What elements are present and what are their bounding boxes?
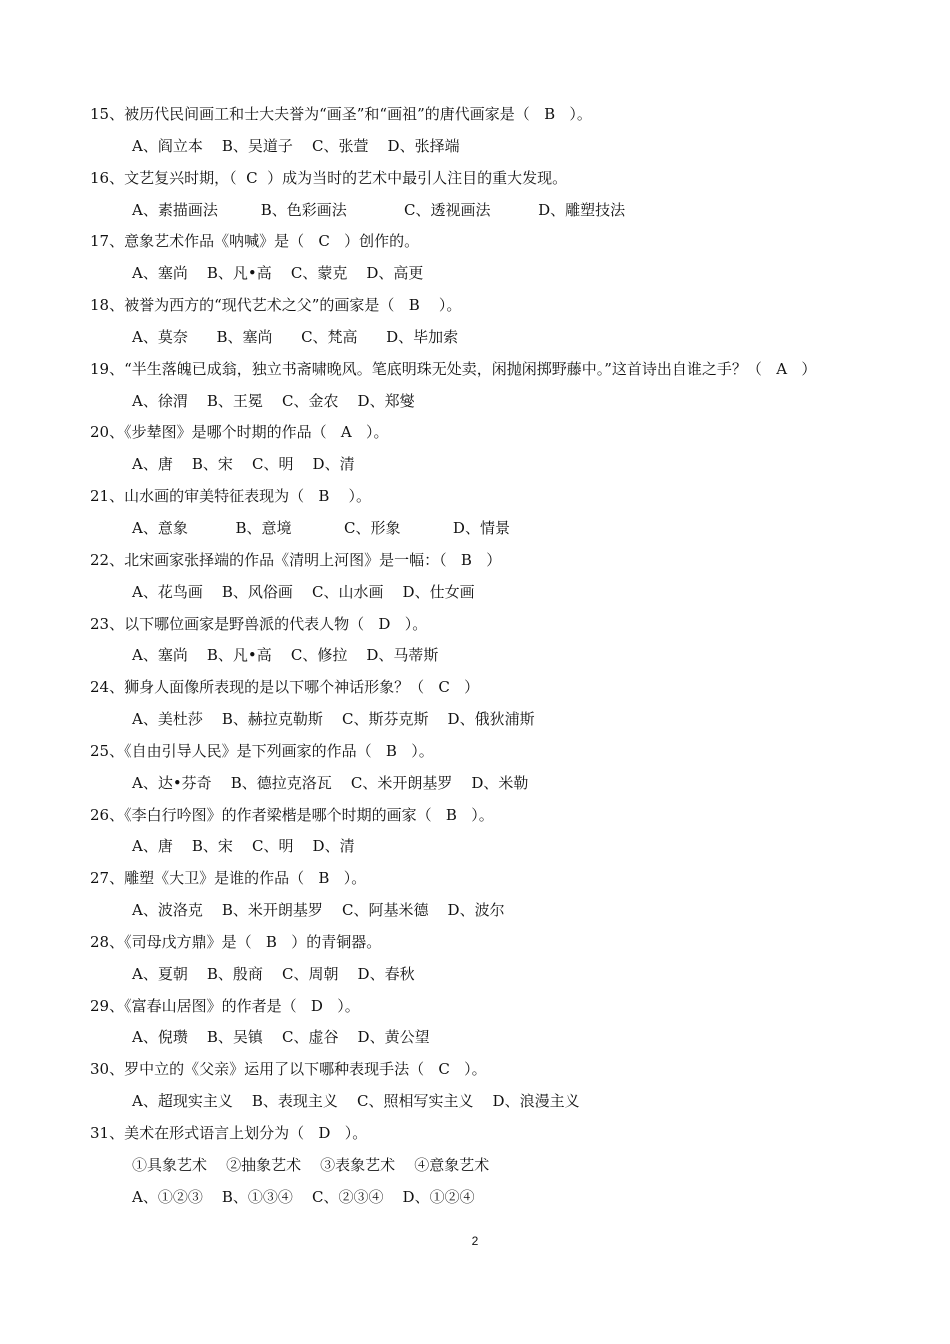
question-options: A、素描画法 B、色彩画法 C、透视画法 D、雕塑技法 [132, 200, 626, 219]
question-options: A、徐渭 B、王冕 C、金农 D、郑燮 [132, 391, 415, 410]
question-options: A、塞尚 B、凡•高 C、修拉 D、马蒂斯 [132, 646, 439, 665]
question-stem: 28、《司母戊方鼎》是（ B ）的青铜器。 [90, 932, 382, 951]
question-stem: 25、《自由引导人民》是下列画家的作品（ B ）。 [90, 741, 434, 760]
question-options: A、倪瓒 B、吴镇 C、虚谷 D、黄公望 [132, 1028, 430, 1047]
question-stem: 16、文艺复兴时期，（ C ）成为当时的艺术中最引人注目的重大发现。 [90, 168, 568, 187]
question-stem: 23、以下哪位画家是野兽派的代表人物（ D ）。 [90, 614, 428, 633]
question-stem: 21、山水画的审美特征表现为（ B ）。 [90, 487, 371, 506]
question-options: A、夏朝 B、殷商 C、周朝 D、春秋 [132, 964, 415, 983]
question-options: A、达•芬奇 B、德拉克洛瓦 C、米开朗基罗 D、米勒 [132, 773, 529, 792]
question-options: A、意象 B、意境 C、形象 D、情景 [132, 518, 510, 537]
question-stem: 27、雕塑《大卫》是谁的作品（ B ）。 [90, 869, 367, 888]
question-stem: 15、被历代民间画工和士大夫誉为“画圣”和“画祖”的唐代画家是（ B ）。 [90, 105, 592, 123]
question-options: A、阎立本 B、吴道子 C、张萱 D、张择端 [132, 136, 460, 155]
question-sub-items: ①具象艺术 ②抽象艺术 ③表象艺术 ④意象艺术 [132, 1155, 490, 1174]
question-stem: 29、《富春山居图》的作者是（ D ）。 [90, 996, 360, 1015]
question-stem: 18、被誉为西方的“现代艺术之父”的画家是（ B ）。 [90, 296, 462, 315]
question-options: A、①②③ B、①③④ C、②③④ D、①②④ [132, 1187, 475, 1206]
question-stem: 24、狮身人面像所表现的是以下哪个神话形象？（ C ） [90, 678, 480, 697]
question-options: A、美杜莎 B、赫拉克勒斯 C、斯芬克斯 D、俄狄浦斯 [132, 710, 535, 729]
question-options: A、莫奈 B、塞尚 C、梵高 D、毕加索 [132, 327, 459, 346]
question-stem: 20、《步辇图》是哪个时期的作品（ A ）。 [90, 423, 389, 442]
question-list [90, 99, 890, 1214]
question-stem: 30、罗中立的《父亲》运用了以下哪种表现手法（ C ）。 [90, 1060, 487, 1079]
question-options: A、花鸟画 B、风俗画 C、山水画 D、仕女画 [132, 582, 475, 601]
question-options: A、超现实主义 B、表现主义 C、照相写实主义 D、浪漫主义 [132, 1092, 580, 1111]
question-options: A、塞尚 B、凡•高 C、蒙克 D、高更 [132, 264, 424, 283]
question-stem: 19、“半生落魄已成翁，独立书斋啸晚风。笔底明珠无处卖，闲抛闲掷野藤中。”这首诗出自谁之手？（ A ） [90, 359, 817, 378]
question-stem: 26、《李白行吟图》的作者梁楷是哪个时期的画家（ B ）。 [90, 805, 494, 824]
page-number: 2 [471, 1234, 479, 1248]
question-stem: 31、美术在形式语言上划分为（ D ）。 [90, 1124, 368, 1142]
question-options: A、唐 B、宋 C、明 D、清 [132, 455, 355, 474]
question-options: A、波洛克 B、米开朗基罗 C、阿基米德 D、波尔 [132, 901, 505, 920]
question-stem: 22、北宋画家张择端的作品《清明上河图》是一幅：（ B ） [90, 550, 502, 569]
question-stem: 17、意象艺术作品《呐喊》是（ C ）创作的。 [90, 232, 420, 251]
question-options: A、唐 B、宋 C、明 D、清 [132, 837, 355, 856]
